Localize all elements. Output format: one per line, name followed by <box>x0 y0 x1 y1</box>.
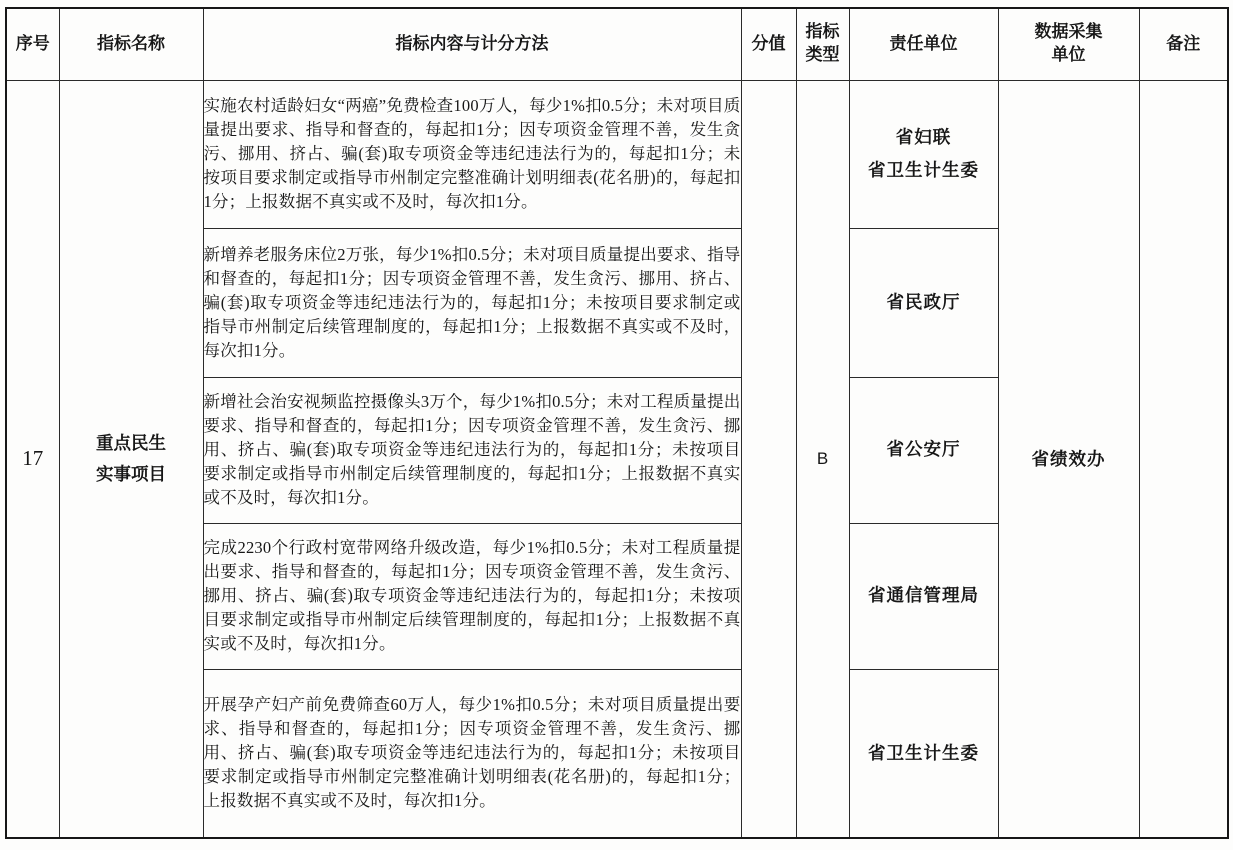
header-indicator-type <box>796 8 849 80</box>
content-cell: 新增养老服务床位2万张，每少1%扣0.5分；未对项目质量提出要求、指导和督查的，每起扣1分；因专项资金管理不善，发生贪污、挪用、挤占、骗(套)取专项资金等违纪违法行为的，每起扣1分；未按项目要求制定或指导市州制定后续管理制度的，每起扣1分；上报数据不真实或不及时，每次扣1分。 <box>203 228 741 377</box>
header-serial: 序号 <box>6 8 59 80</box>
responsible-unit-line: 省卫生计生委 <box>868 160 979 180</box>
content-cell: 完成2230个行政村宽带网络升级改造，每少1%扣0.5分；未对工程质量提出要求、指导和督查的，每起扣1分；因专项资金管理不善，发生贪污、挪用、挤占、骗(套)取专项资金等违纪违法行为的，每起扣1分；未按项目要求制定或指导市州制定后续管理制度的，每起扣1分；上报数据不真实或不及时，每次扣1分。 <box>203 523 741 669</box>
data-collection-unit-cell: 省绩效办 <box>998 80 1139 838</box>
indicator-table <box>5 7 1229 839</box>
responsible-unit-cell <box>849 523 998 669</box>
remark-cell <box>1139 80 1228 838</box>
header-data-collection-unit-label: 数据采集单位 <box>1034 22 1103 65</box>
responsible-unit-line: 省卫生计生委 <box>868 742 979 763</box>
header-score: 分值 <box>741 8 796 80</box>
responsible-unit-cell <box>849 377 998 523</box>
document-page <box>5 7 1229 839</box>
responsible-unit-line: 省妇联 <box>895 126 952 147</box>
content-cell: 开展孕产妇产前免费筛查60万人，每少1%扣0.5分；未对项目质量提出要求、指导和督查的，每起扣1分；因专项资金管理不善，发生贪污、挪用、挤占、骗(套)取专项资金等违纪违法行为的，每起扣1分；未按项目要求制定或指导市州制定完整准确计划明细表(花名册)的，每起扣1分；上报数据不真实或不及时，每次扣1分。 <box>203 669 741 838</box>
responsible-unit-cell <box>849 228 998 377</box>
serial-cell: 17 <box>6 80 59 838</box>
responsible-unit-line: 省通信管理局 <box>868 585 979 606</box>
score-cell <box>741 80 796 838</box>
content-cell: 实施农村适龄妇女“两癌”免费检查100万人，每少1%扣0.5分；未对项目质量提出要求、指导和督查的，每起扣1分；因专项资金管理不善，发生贪污、挪用、挤占、骗(套)取专项资金等违纪违法行为的，每起扣1分；未按项目要求制定或指导市州制定完整准确计划明细表(花名册)的，每起扣1分；上报数据不真实或不及时，每次扣1分。 <box>203 80 741 228</box>
header-indicator-type-label: 指标类型 <box>805 22 840 65</box>
content-cell: 新增社会治安视频监控摄像头3万个，每少1%扣0.5分；未对工程质量提出要求、指导和督查的，每起扣1分；因专项资金管理不善，发生贪污、挪用、挤占、骗(套)取专项资金等违纪违法行为的，每起扣1分；未按项目要求制定或指导市州制定后续管理制度的，每起扣1分；上报数据不真实或不及时，每次扣1分。 <box>203 377 741 523</box>
indicator-name-cell <box>59 80 203 838</box>
table-row <box>6 80 1228 228</box>
header-remark: 备注 <box>1139 8 1228 80</box>
header-responsible-unit: 责任单位 <box>849 8 998 80</box>
responsible-unit-line: 省公安厅 <box>886 439 961 460</box>
responsible-unit-line: 省民政厅 <box>886 291 961 312</box>
header-data-collection-unit <box>998 8 1139 80</box>
header-indicator-name: 指标名称 <box>59 8 203 80</box>
responsible-unit-cell <box>849 80 998 228</box>
responsible-unit-cell <box>849 669 998 838</box>
header-row <box>6 8 1228 80</box>
header-content-method: 指标内容与计分方法 <box>203 8 741 80</box>
indicator-name-label: 重点民生实事项目 <box>96 433 166 484</box>
indicator-type-cell: B <box>796 80 849 838</box>
